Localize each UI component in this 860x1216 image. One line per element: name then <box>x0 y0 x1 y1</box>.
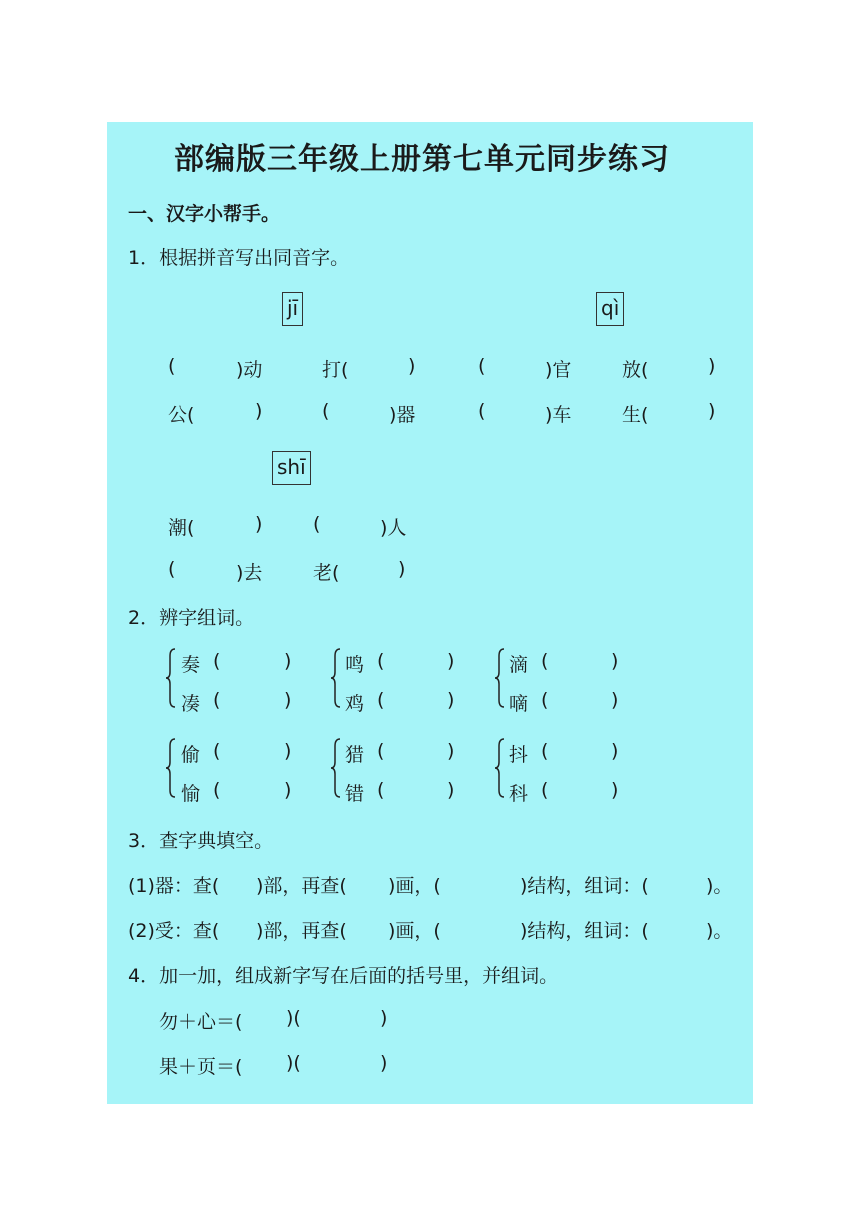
blank-text: 打( <box>322 359 349 381</box>
blank-text: )。 <box>706 875 733 897</box>
blank-text: )( <box>286 1007 301 1029</box>
blank-text: )动 <box>236 359 263 381</box>
blank-text: )人 <box>380 517 407 539</box>
blank-text: ) <box>380 1007 388 1029</box>
blank-text: )车 <box>545 404 572 426</box>
char: 猎 <box>345 744 365 766</box>
blank-text: ) <box>611 779 619 801</box>
brace <box>331 738 341 798</box>
pinyin-box-qi: qì <box>596 292 624 326</box>
blank-text: )器 <box>389 404 416 426</box>
question-2-heading: 2．辨字组词。 <box>128 607 255 629</box>
pinyin-box-shi: shī <box>272 451 311 485</box>
brace <box>166 648 176 708</box>
blank-text: ) <box>708 400 716 422</box>
blank-text: ) <box>447 650 455 672</box>
blank-text: ( <box>478 400 486 422</box>
blank-text: ( <box>213 689 221 711</box>
blank-text: ( <box>377 740 385 762</box>
char: 错 <box>345 783 365 805</box>
question-4-heading: 4．加一加，组成新字写在后面的括号里，并组词。 <box>128 965 559 987</box>
blank-text: (1)器：查( <box>128 875 220 897</box>
blank-text: 果＋页＝( <box>159 1056 243 1078</box>
blank-text: 生( <box>622 404 649 426</box>
blank-text: ) <box>708 355 716 377</box>
char: 偷 <box>181 744 201 766</box>
blank-text: ( <box>541 689 549 711</box>
blank-text: ( <box>313 513 321 535</box>
brace <box>166 738 176 798</box>
pinyin-box-ji: jī <box>282 292 303 326</box>
blank-text: ) <box>408 355 416 377</box>
blank-text: ( <box>541 740 549 762</box>
blank-text: ( <box>377 650 385 672</box>
blank-text: ) <box>284 779 292 801</box>
brace <box>495 738 505 798</box>
blank-text: ) <box>611 740 619 762</box>
blank-text: )去 <box>236 562 263 584</box>
blank-text: ( <box>213 740 221 762</box>
blank-text: ( <box>541 779 549 801</box>
blank-text: ) <box>284 650 292 672</box>
blank-text: 放( <box>622 359 649 381</box>
blank-text: ) <box>447 740 455 762</box>
blank-text: ( <box>478 355 486 377</box>
blank-text: ) <box>611 650 619 672</box>
blank-text: ) <box>447 689 455 711</box>
char: 奏 <box>181 654 201 676</box>
page-title: 部编版三年级上册第七单元同步练习 <box>174 142 670 177</box>
blank-text: ) <box>447 779 455 801</box>
blank-text: )( <box>286 1052 301 1074</box>
brace <box>331 648 341 708</box>
blank-text: ( <box>377 779 385 801</box>
char: 嘀 <box>509 693 529 715</box>
section-heading: 一、汉字小帮手。 <box>128 203 281 225</box>
blank-text: ) <box>611 689 619 711</box>
char: 科 <box>509 783 529 805</box>
blank-text: ) <box>380 1052 388 1074</box>
char: 抖 <box>509 744 529 766</box>
blank-text: ( <box>213 650 221 672</box>
blank-text: )结构，组词：( <box>520 875 649 897</box>
blank-text: )结构，组词：( <box>520 920 649 942</box>
blank-text: ( <box>168 355 176 377</box>
question-3-heading: 3．查字典填空。 <box>128 830 274 852</box>
blank-text: )官 <box>545 359 572 381</box>
blank-text: ( <box>322 400 330 422</box>
char: 凑 <box>181 693 201 715</box>
blank-text: ) <box>398 558 406 580</box>
char: 鸣 <box>345 654 365 676</box>
blank-text: )部，再查( <box>256 875 347 897</box>
blank-text: )。 <box>706 920 733 942</box>
blank-text: 勿＋心＝( <box>159 1011 243 1033</box>
blank-text: ( <box>213 779 221 801</box>
blank-text: 公( <box>168 404 195 426</box>
blank-text: ( <box>541 650 549 672</box>
blank-text: (2)受：查( <box>128 920 220 942</box>
blank-text: ) <box>284 740 292 762</box>
blank-text: 潮( <box>168 517 195 539</box>
blank-text: ) <box>284 689 292 711</box>
question-1-heading: 1．根据拼音写出同音字。 <box>128 247 350 269</box>
brace <box>495 648 505 708</box>
char: 滴 <box>509 654 529 676</box>
blank-text: )画，( <box>388 920 441 942</box>
blank-text: ( <box>168 558 176 580</box>
blank-text: )画，( <box>388 875 441 897</box>
char: 鸡 <box>345 693 365 715</box>
blank-text: )部，再查( <box>256 920 347 942</box>
blank-text: 老( <box>313 562 340 584</box>
blank-text: ( <box>377 689 385 711</box>
blank-text: ) <box>255 513 263 535</box>
blank-text: ) <box>255 400 263 422</box>
char: 愉 <box>181 783 201 805</box>
